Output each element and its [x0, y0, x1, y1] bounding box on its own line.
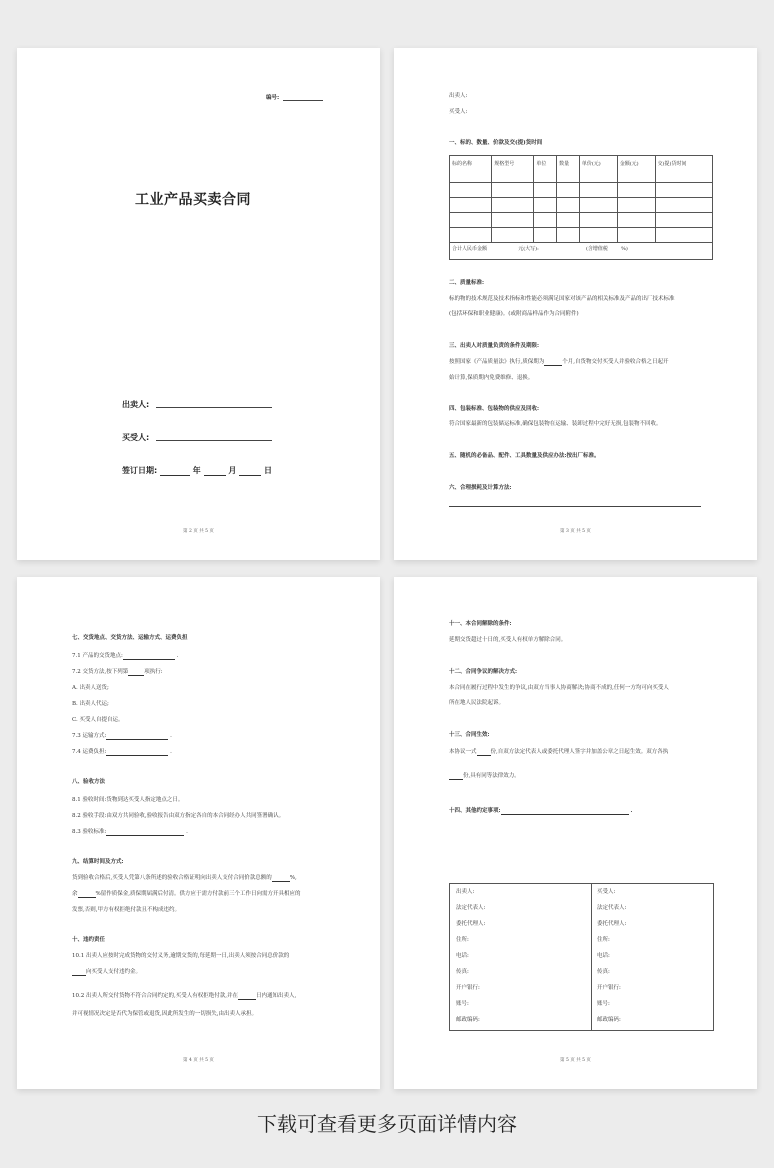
- signature-block: [449, 883, 714, 1031]
- section-12-title: 十二、合同争议的解决方式:: [449, 669, 518, 675]
- copies-blank: [477, 749, 491, 756]
- table-header-row: [450, 156, 713, 183]
- seller-info-column: [456, 888, 485, 1030]
- buyer-field: 电话:: [597, 953, 610, 959]
- section-7-2-text-b: 项执行:: [144, 669, 163, 675]
- year-blank: [160, 467, 190, 476]
- table-row: [450, 198, 713, 213]
- section-10-1b-text: 向买受人支付违约金。: [86, 969, 142, 975]
- day-blank: [239, 467, 261, 476]
- total-label: 合计人民币金额: [452, 246, 488, 252]
- section-7-3: 7.3 运输方式: .: [72, 733, 172, 739]
- section-13-text-2: [449, 772, 520, 780]
- seller-field: 住所:: [456, 937, 469, 943]
- option-blank: [128, 669, 144, 676]
- number-label: 编号:: [266, 95, 280, 101]
- seller-field: 电话:: [456, 953, 469, 959]
- table-header-cell: 规格型号: [492, 156, 534, 183]
- section-13-text-a: 本协议一式: [449, 749, 477, 755]
- penalty-blank: [72, 969, 86, 976]
- buyer-field: 传真:: [597, 969, 610, 975]
- section-9-text-d: %留作质保金,质保期届满后付清。供方应于需方付款前三个工作日向需方开具相应的: [95, 891, 301, 897]
- acceptance-blank: [106, 829, 184, 836]
- buyer-field: 账号:: [597, 1001, 610, 1007]
- table-row: [450, 228, 713, 243]
- seller-field: 委托代理人:: [456, 921, 486, 927]
- page-footer: 第 2 页 共 5 页: [183, 529, 214, 534]
- section-5-title: 五、随机的必备品、配件、工具数量及供应办法:按出厂标准。: [449, 453, 600, 459]
- section-9-text-b: %,: [289, 875, 297, 881]
- retention-blank: [78, 891, 96, 898]
- buyer-field: 委托代理人:: [597, 921, 627, 927]
- seller-field: 法定代表人:: [456, 905, 486, 911]
- section-8-title: 八、验收方法: [72, 779, 106, 785]
- goods-table: [449, 155, 713, 260]
- page-footer: 第 4 页 共 5 页: [183, 1058, 214, 1063]
- section-9-text: [72, 890, 301, 898]
- section-8-3: 8.3 验收标准: .: [72, 829, 188, 835]
- section-9-title: 九、结算时间及方式:: [72, 859, 124, 865]
- seller-field: 出卖人:: [456, 889, 475, 895]
- document-title: 工业产品买卖合同: [135, 192, 251, 208]
- section-2-text: (包括环保和职业健康)。(或附商品样品作为合同附件): [449, 311, 579, 317]
- option-c: C. 买受人自提自运。: [72, 717, 124, 723]
- table-header-cell: 单位: [534, 156, 557, 183]
- section-10-2c: 并可视情况决定是否代为保管或退货,因此所发生的一切损失,由出卖人承担。: [72, 1011, 257, 1017]
- section-3-title: 三、出卖人对质量负责的条件及期限:: [449, 343, 540, 349]
- section-7-1-text: 7.1 产品的交货地点:: [72, 653, 123, 659]
- page-footer: 第 3 页 共 5 页: [560, 529, 591, 534]
- section-8-3-text: 8.3 验收标准:: [72, 829, 107, 835]
- section-7-title: 七、交货地点、交货方法、运输方式、运费负担: [72, 635, 188, 641]
- section-10-2-text-b: 日内通知出卖人,: [256, 993, 297, 999]
- section-4-text: 符合国家最新的包装储运标准,确保包装物在运输、装卸过程中完好无损,包装物不回收。: [449, 421, 662, 427]
- section-9-text: 发票,否则,甲方有权拒绝付款且不构成违约。: [72, 907, 180, 913]
- signature-divider: [591, 884, 592, 1030]
- section-7-2: [72, 668, 163, 676]
- section-6-title: 六、合理损耗及计算方法:: [449, 485, 512, 491]
- seller-field: 传真:: [456, 969, 469, 975]
- section-12-text: 本合同在履行过程中发生的争议,由双方当事人协商解决;协商不成的,任何一方均可向买受人: [449, 685, 669, 691]
- section-8-2: 8.2 验收手段:由双方共同验收,验收报告由双方指定各自的本合同经办人共同签署确认。: [72, 813, 285, 819]
- seller-line-text: 出卖人:: [449, 93, 468, 99]
- sign-date-label: 签订日期:: [122, 466, 158, 475]
- section-10-title: 十、违约责任: [72, 937, 106, 943]
- sign-date: [122, 465, 272, 476]
- seller-line: [156, 407, 272, 408]
- section-14-title: 十四、其他约定事项:: [449, 808, 501, 814]
- notice-days-blank: [238, 993, 256, 1000]
- table-header-cell: 单价(元): [579, 156, 617, 183]
- buyer-field: 邮政编码:: [597, 1017, 621, 1023]
- other-terms-blank: [501, 808, 629, 815]
- section-8-1: 8.1 验收时间:货物到达买受人指定地点之日。: [72, 797, 184, 803]
- contract-page-4: [394, 577, 757, 1089]
- section-10-1: 10.1 出卖人应按时完成货物的交付义务,逾期交货的,每延期一日,出卖人须按合同总价款的: [72, 953, 290, 959]
- option-a: A. 出卖人送货;: [72, 685, 109, 691]
- table-header-cell: 数量: [557, 156, 580, 183]
- transport-blank: [106, 733, 168, 740]
- contract-page-cover: [17, 48, 380, 560]
- year-unit: 年: [192, 466, 201, 475]
- page-footer: 第 5 页 共 5 页: [560, 1058, 591, 1063]
- download-caption: 下载可查看更多页面详情内容: [257, 1112, 517, 1136]
- section-9-text: [72, 874, 297, 882]
- number-line: [283, 100, 323, 101]
- buyer-field: 住所:: [597, 937, 610, 943]
- contract-page-3: [17, 577, 380, 1089]
- buyer-line: [156, 440, 272, 441]
- table-row: [450, 183, 713, 198]
- warranty-blank: [544, 359, 562, 366]
- buyer-field: 法定代表人:: [597, 905, 627, 911]
- section-1-title: 一、标的、数量、价款及交(提)货时间: [449, 140, 543, 146]
- option-b: B. 出卖人代运;: [72, 701, 109, 707]
- section-3-text: [449, 358, 669, 366]
- section-13-text: [449, 748, 668, 756]
- table-header-cell: 交(提)货时间: [655, 156, 712, 183]
- freight-blank: [106, 749, 168, 756]
- buyer-field: 开户银行:: [597, 985, 621, 991]
- section-10-2: [72, 992, 296, 1000]
- table-header-cell: 金额(元): [617, 156, 655, 183]
- section-3-text-b: 个月,自货物交付买受人并验收合格之日起开: [562, 359, 669, 365]
- section-13-text-b: 份,自双方法定代表人或委托代理人签字并加盖公章之日起生效。双方各执: [490, 749, 669, 755]
- total-capital: 元(大写):: [518, 246, 539, 252]
- section-7-3-text: 7.3 运输方式:: [72, 733, 107, 739]
- table-header-cell: 标的名称: [450, 156, 492, 183]
- section-2-text: 标的物的技术规范及技术指标和性能必须满足国家对该产品的相关标准及产品的出厂技术标准: [449, 296, 675, 302]
- day-unit: 日: [263, 466, 272, 475]
- section-10-2-text-a: 10.2 出卖人所交付货物不符合合同约定的,买受人有权拒绝付款,并在: [72, 993, 238, 999]
- month-unit: 月: [228, 466, 237, 475]
- section-7-4-text: 7.4 运费负担:: [72, 749, 107, 755]
- buyer-line-text: 买受人:: [449, 109, 468, 115]
- buyer-info-column: [597, 888, 626, 1030]
- contract-page-2: [394, 48, 757, 560]
- seller-label: 出卖人:: [122, 400, 150, 409]
- section-11-text: 延期交货超过十日的,买受人有权单方解除合同。: [449, 637, 567, 643]
- table-total-row: [450, 243, 713, 260]
- total-vat-close: %): [621, 246, 628, 252]
- seller-field: 账号:: [456, 1001, 469, 1007]
- month-blank: [204, 467, 226, 476]
- seller-field: 开户银行:: [456, 985, 480, 991]
- section-13-text-c: 份,具有同等法律效力。: [463, 773, 520, 779]
- section-2-title: 二、质量标准:: [449, 280, 485, 286]
- section-7-2-text-a: 7.2 交货方法,按下列第: [72, 669, 129, 675]
- section-3-text-a: 按照国家《产品质量法》执行,质保期为: [449, 359, 545, 365]
- section-4-title: 四、包装标准、包装物的供应及回收:: [449, 406, 540, 412]
- section-11-title: 十一、本合同解除的条件:: [449, 621, 512, 627]
- section-3-text: 始计算,保质期内免费维修、退换。: [449, 375, 534, 381]
- buyer-label: 买受人:: [122, 433, 150, 442]
- buyer-field: 买受人:: [597, 889, 616, 895]
- section-13-title: 十三、合同生效:: [449, 732, 490, 738]
- seller-field: 邮政编码:: [456, 1017, 480, 1023]
- section-7-1: 7.1 产品的交货地点: .: [72, 653, 179, 659]
- total-vat: (含增值税: [585, 246, 608, 252]
- table-row: [450, 213, 713, 228]
- section-7-4: 7.4 运费负担: .: [72, 749, 172, 755]
- section-10-1b: [72, 968, 141, 976]
- section-12-text: 所在地人民法院起诉。: [449, 700, 505, 706]
- delivery-place-blank: [123, 653, 175, 660]
- section-14: 十四、其他约定事项: .: [449, 808, 633, 814]
- each-copies-blank: [449, 773, 463, 780]
- section-9-text-c: 余: [72, 891, 78, 897]
- section-9-text-a: 货到验收合格后,买受人凭第八条所述的验收合格证明向出卖人支付合同价款总额的: [72, 875, 272, 881]
- section-6-line: [449, 506, 701, 507]
- percent-blank: [272, 875, 290, 882]
